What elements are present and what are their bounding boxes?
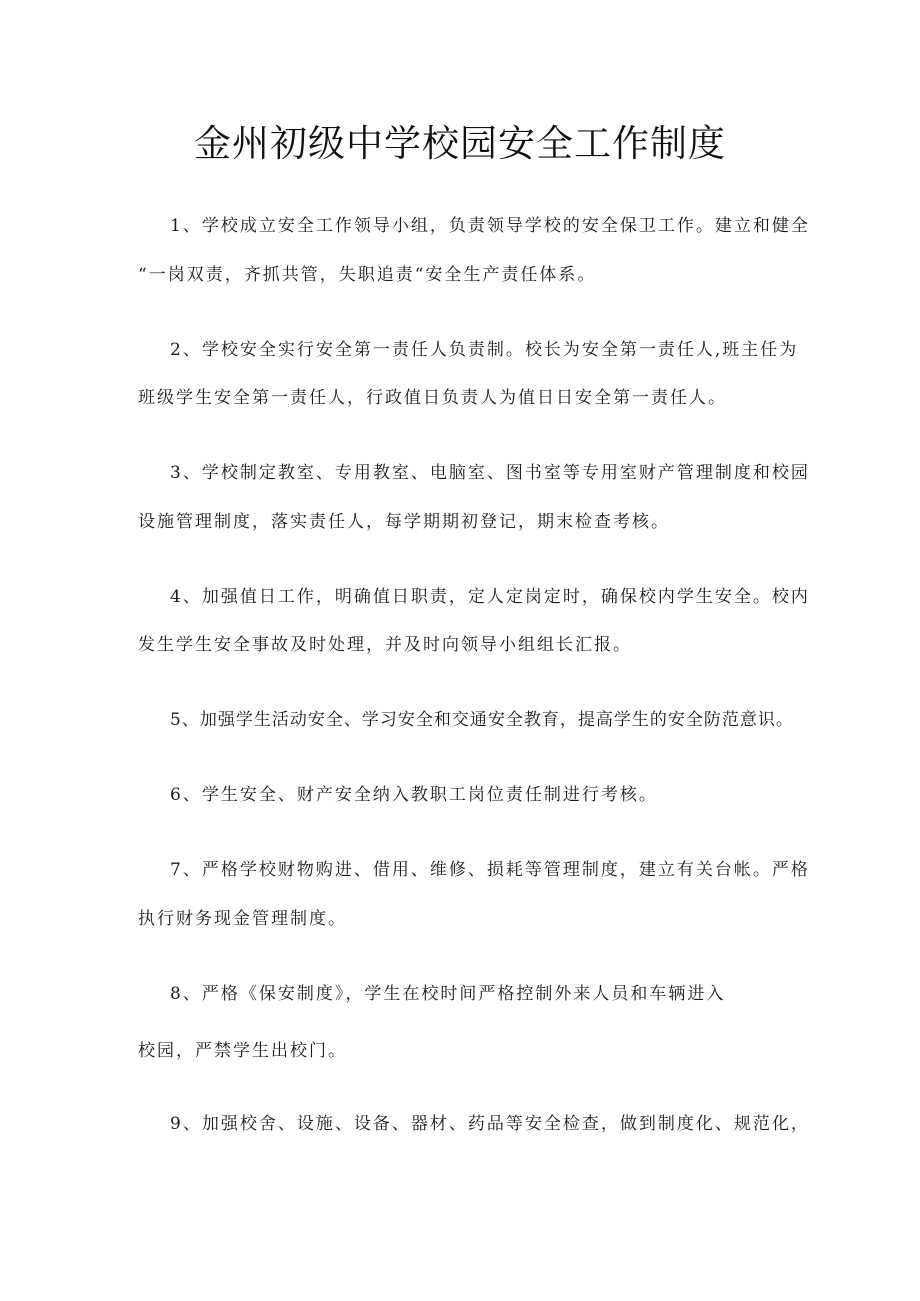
paragraph-8-line-2: 校园，严禁学生出校门。 xyxy=(138,1041,347,1061)
paragraph-6-line-1: 6、学生安全、财产安全纳入教职工岗位责任制进行考核。 xyxy=(170,785,658,805)
paragraph-3-line-1: 3、学校制定教室、专用教室、电脑室、图书室等专用室财产管理制度和校园 xyxy=(170,463,810,483)
paragraph-5-line-1: 5、加强学生活动安全、学习安全和交通安全教育，提高学生的安全防范意识。 xyxy=(170,710,794,730)
document-title: 金州初级中学校园安全工作制度 xyxy=(194,122,726,165)
paragraph-1-line-1: 1、学校成立安全工作领导小组，负责领导学校的安全保卫工作。建立和健全 xyxy=(170,216,810,236)
paragraph-2-line-2: 班级学生安全第一责任人，行政值日负责人为值日日安全第一责任人。 xyxy=(138,388,727,408)
paragraph-9-line-1: 9、加强校舍、设施、设备、器材、药品等安全检查，做到制度化、规范化， xyxy=(170,1114,810,1134)
paragraph-4-line-1: 4、加强值日工作，明确值日职责，定人定岗定时，确保校内学生安全。校内 xyxy=(170,587,810,607)
paragraph-1-line-2: “一岗双责，齐抓共管，失职追责“安全生产责任体系。 xyxy=(138,265,597,285)
paragraph-8-line-1: 8、严格《保安制度》，学生在校时间严格控制外来人员和车辆进入 xyxy=(170,984,726,1004)
paragraph-2-line-1: 2、学校安全实行安全第一责任人负责制。校长为安全第一责任人,班主任为 xyxy=(170,340,799,360)
paragraph-4-line-2: 发生学生安全事故及时处理，并及时向领导小组组长汇报。 xyxy=(138,635,632,655)
paragraph-3-line-2: 设施管理制度，落实责任人，每学期期初登记，期末检查考核。 xyxy=(138,512,670,532)
paragraph-7-line-1: 7、严格学校财物购进、借用、维修、损耗等管理制度，建立有关台帐。严格 xyxy=(170,860,810,880)
paragraph-7-line-2: 执行财务现金管理制度。 xyxy=(138,909,347,929)
